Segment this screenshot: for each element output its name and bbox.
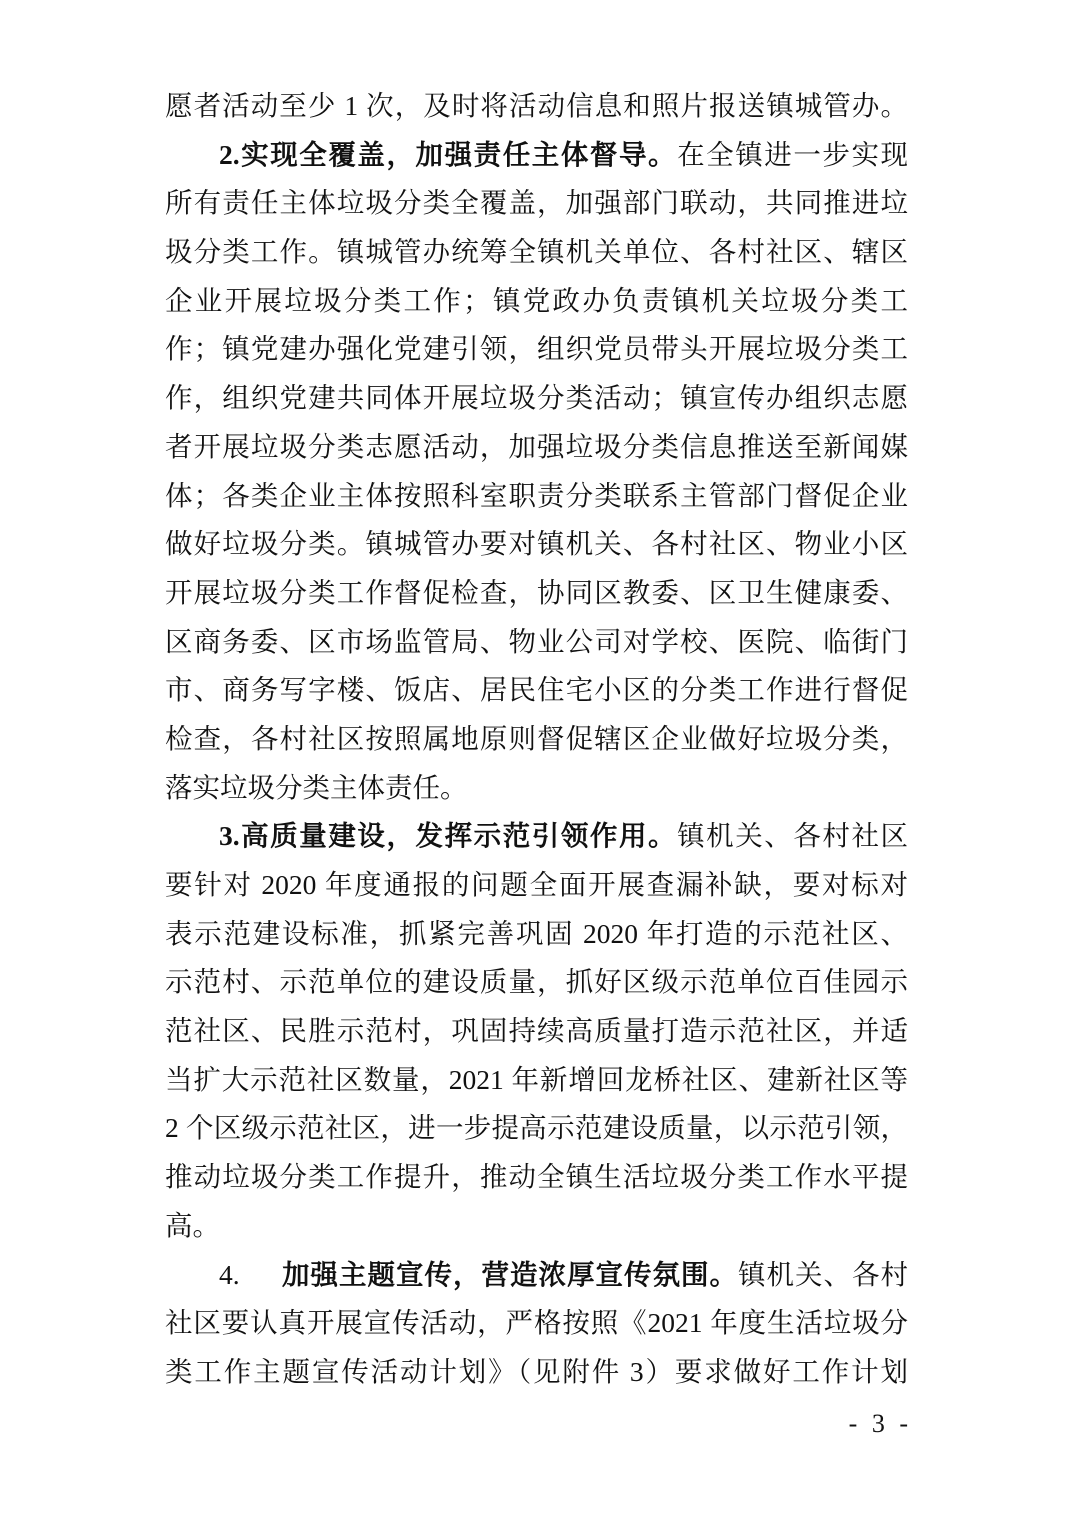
body-line: 类工作主题宣传活动计划》（见附件 3）要求做好工作计划 [165, 1355, 908, 1387]
body-line: 检查，各村社区按照属地原则督促辖区企业做好垃圾分类， [165, 722, 908, 754]
body-line: 示范村、示范单位的建设质量，抓好区级示范单位百佳园示 [165, 966, 908, 998]
body-line: 2 个区级示范社区，进一步提高示范建设质量，以示范引领， [165, 1112, 908, 1144]
body-line: 要针对 2020 年度通报的问题全面开展查漏补缺，要对标对 [165, 869, 908, 900]
body-line: 圾分类工作。镇城管办统筹全镇机关单位、各村社区、辖区 [165, 236, 908, 268]
body-line [165, 812, 908, 861]
paragraph [165, 131, 908, 813]
body-line: 表示范建设标准，抓紧完善巩固 2020 年打造的示范社区、 [165, 917, 908, 949]
body-text-run: 在全镇进一步实现 [677, 138, 908, 170]
section-heading: 2.实现全覆盖，加强责任主体督导。 [219, 138, 678, 170]
body-line: 体；各类企业主体按照科室职责分类联系主管部门督促企业 [165, 479, 908, 511]
section-heading: 3.高质量建设，发挥示范引领作用。 [219, 820, 678, 852]
document-body [165, 82, 908, 1397]
body-line: 企业开展垃圾分类工作；镇党政办负责镇机关垃圾分类工 [165, 284, 908, 316]
body-line: 社区要认真开展宣传活动，严格按照《2021 年度生活垃圾分 [165, 1307, 908, 1339]
body-line: 区商务委、区市场监管局、物业公司对学校、医院、临街门 [165, 625, 908, 657]
paragraph [165, 1251, 908, 1397]
body-line: 推动垃圾分类工作提升，推动全镇生活垃圾分类工作水平提 [165, 1161, 908, 1193]
body-line: 作，组织党建共同体开展垃圾分类活动；镇宣传办组织志愿 [165, 382, 908, 414]
body-line: 愿者活动至少 1 次，及时将活动信息和照片报送镇城管办。 [165, 90, 908, 121]
body-line: 作；镇党建办强化党建引领，组织党员带头开展垃圾分类工 [165, 333, 908, 365]
body-line: 范社区、民胜示范村，巩固持续高质量打造示范社区，并适 [165, 1015, 908, 1047]
body-line: 者开展垃圾分类志愿活动，加强垃圾分类信息推送至新闻媒 [165, 430, 908, 462]
body-line [165, 131, 908, 180]
body-line: 开展垃圾分类工作督促检查，协同区教委、区卫生健康委、 [165, 576, 908, 608]
paragraph [165, 82, 908, 131]
body-line: 市、商务写字楼、饭店、居民住宅小区的分类工作进行督促 [165, 674, 908, 706]
body-line: 高。 [165, 1209, 220, 1241]
body-text-run: 镇机关、各村社区 [677, 820, 908, 852]
page-number: - 3 - [848, 1409, 908, 1438]
body-line: 所有责任主体垃圾分类全覆盖，加强部门联动，共同推进垃 [165, 187, 908, 219]
section-heading: 加强主题宣传，营造浓厚宣传氛围。 [281, 1258, 738, 1290]
body-text-run: 镇机关、各村 [738, 1258, 908, 1290]
section-number: 4. [219, 1258, 240, 1290]
paragraph [165, 812, 908, 1250]
body-line: 落实垃圾分类主体责任。 [165, 771, 468, 803]
body-line: 做好垃圾分类。镇城管办要对镇机关、各村社区、物业小区 [165, 528, 908, 560]
body-line: 当扩大示范社区数量，2021 年新增回龙桥社区、建新社区等 [165, 1063, 908, 1095]
body-line [165, 1251, 908, 1300]
